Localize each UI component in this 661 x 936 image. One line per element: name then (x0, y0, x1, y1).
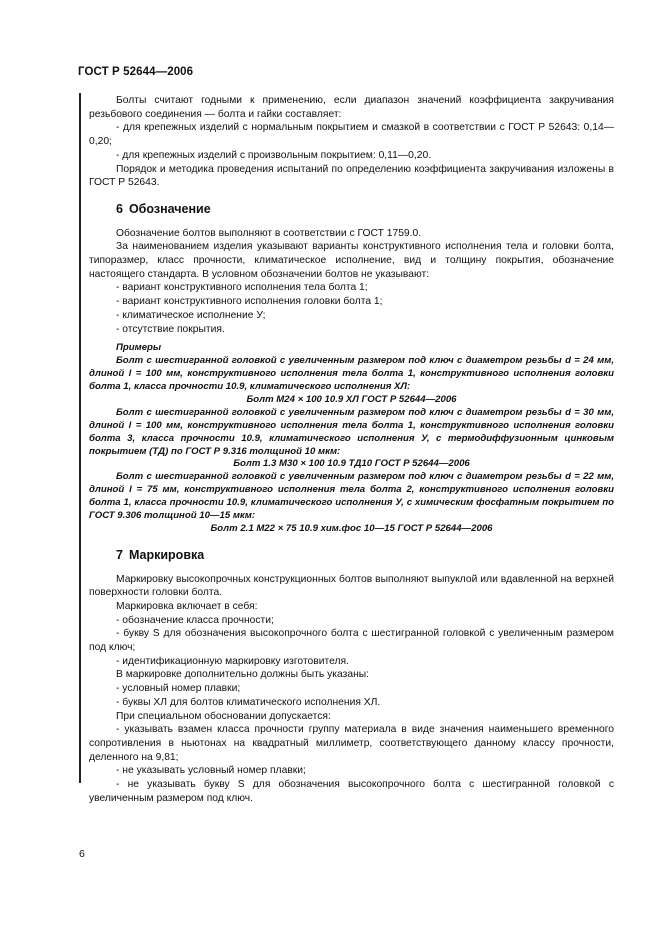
example-designation: Болт М24 × 100 10.9 ХЛ ГОСТ Р 52644—2006 (246, 393, 457, 405)
intro-paragraph: Болты считают годными к применению, если диапазон значений коэффициента закручивания резьбового соединения — болта и гайки составляет: (89, 95, 614, 120)
list-item: - вариант конструктивного исполнения головки болта 1; (116, 296, 383, 308)
list-item: - условный номер плавки; (116, 683, 241, 695)
paragraph: При специальном обосновании допускается: (116, 710, 331, 722)
section-number: 7 (116, 547, 123, 562)
section-number: 6 (116, 201, 123, 216)
paragraph: Маркировка включает в себя: (116, 600, 258, 612)
list-item: - не указывать условный номер плавки; (116, 765, 306, 777)
page-content (89, 94, 614, 806)
paragraph: Маркировку высокопрочных конструкционных болтов выполняют выпуклой или вдавленной на верхней поверхности головки болта. (89, 573, 614, 599)
page-number: 6 (79, 848, 85, 860)
example-text: Болт с шестигранной головкой с увеличенным размером под ключ с диаметром резьбы d = 24 мм, длиной l = 100 мм, конструктивного исполнения тела болта 1, конструктивного исполнения головки болта 1, класса прочности 10.9, климатического исполнения ХЛ: (89, 355, 614, 392)
intro-paragraph: Порядок и методика проведения испытаний по определению коэффициента закручивания изложены в ГОСТ Р 52643. (89, 163, 614, 189)
example-designation: Болт 1.3 М30 × 100 10.9 ТД10 ГОСТ Р 52644—2006 (233, 458, 470, 470)
example-designation: Болт 2.1 М22 × 75 10.9 хим.фос 10—15 ГОСТ Р 52644—2006 (210, 522, 493, 534)
section-6-heading (116, 203, 614, 217)
list-item: - вариант конструктивного исполнения тела болта 1; (116, 282, 368, 294)
paragraph: Обозначение болтов выполняют в соответствии с ГОСТ 1759.0. (116, 227, 422, 239)
list-item: - климатическое исполнение У; (116, 309, 266, 321)
section-7-heading (116, 549, 614, 563)
section-title: Обозначение (128, 201, 211, 216)
intro-list-item: - для крепежных изделий с произвольным покрытием: 0,11—0,20. (116, 149, 432, 161)
paragraph: В маркировке дополнительно должны быть указаны: (116, 669, 370, 681)
list-item: - идентификационную маркировку изготовителя. (116, 655, 349, 667)
list-item: - отсутствие покрытия. (116, 323, 225, 335)
list-item: - букву S для обозначения высокопрочного болта с шестигранной головкой с увеличенным размером под ключ; (89, 628, 614, 654)
list-item: - буквы ХЛ для болтов климатического исполнения ХЛ. (116, 696, 381, 708)
list-item: - указывать взамен класса прочности группу материала в виде значения наименьшего временного сопротивления в ньютонах на квадратный миллиметр, соответствующего данному классу прочности, деленного на 9,81; (89, 724, 614, 763)
change-bar (79, 93, 81, 783)
list-item: - не указывать букву S для обозначения высокопрочного болта с шестигранной головкой с увеличенным размером под ключ. (89, 779, 614, 804)
section-title: Маркировка (128, 547, 205, 562)
list-item: - обозначение класса прочности; (116, 614, 274, 626)
examples-title: Примеры (116, 342, 162, 354)
example-text: Болт с шестигранной головкой с увеличенным размером под ключ с диаметром резьбы d = 22 мм, длиной l = 75 мм, конструктивного исполнения тела болта 2, конструктивного исполнения головки болта 1, класса прочности 10.9, климатического исполнения У, с химическим фосфатным покрытием по ГОСТ 9.306 толщиной 10—15 мкм: (89, 471, 614, 522)
intro-list-item: - для крепежных изделий с нормальным покрытием и смазкой в соответствии с ГОСТ Р 52643: 0,14—0,20; (89, 122, 614, 148)
example-text: Болт с шестигранной головкой с увеличенным размером под ключ с диаметром резьбы d = 30 мм, длиной l = 100 мм, конструктивного исполнения тела болта 1, конструктивного исполнения головки болта 3, класса прочности 10.9, климатического исполнения У, с термодиффузионным цинковым покрытием (ТД) по ГОСТ Р 9.316 толщиной 10 мкм: (89, 406, 614, 457)
paragraph: За наименованием изделия указывают варианты конструктивного исполнения тела и головки болта, типоразмер, класс прочности, климатическое исполнение, вид и толщину покрытия, обозначение настоящего стандарта. В условном обозначении болтов не указывают: (89, 241, 614, 280)
document-header: ГОСТ Р 52644—2006 (78, 66, 194, 78)
